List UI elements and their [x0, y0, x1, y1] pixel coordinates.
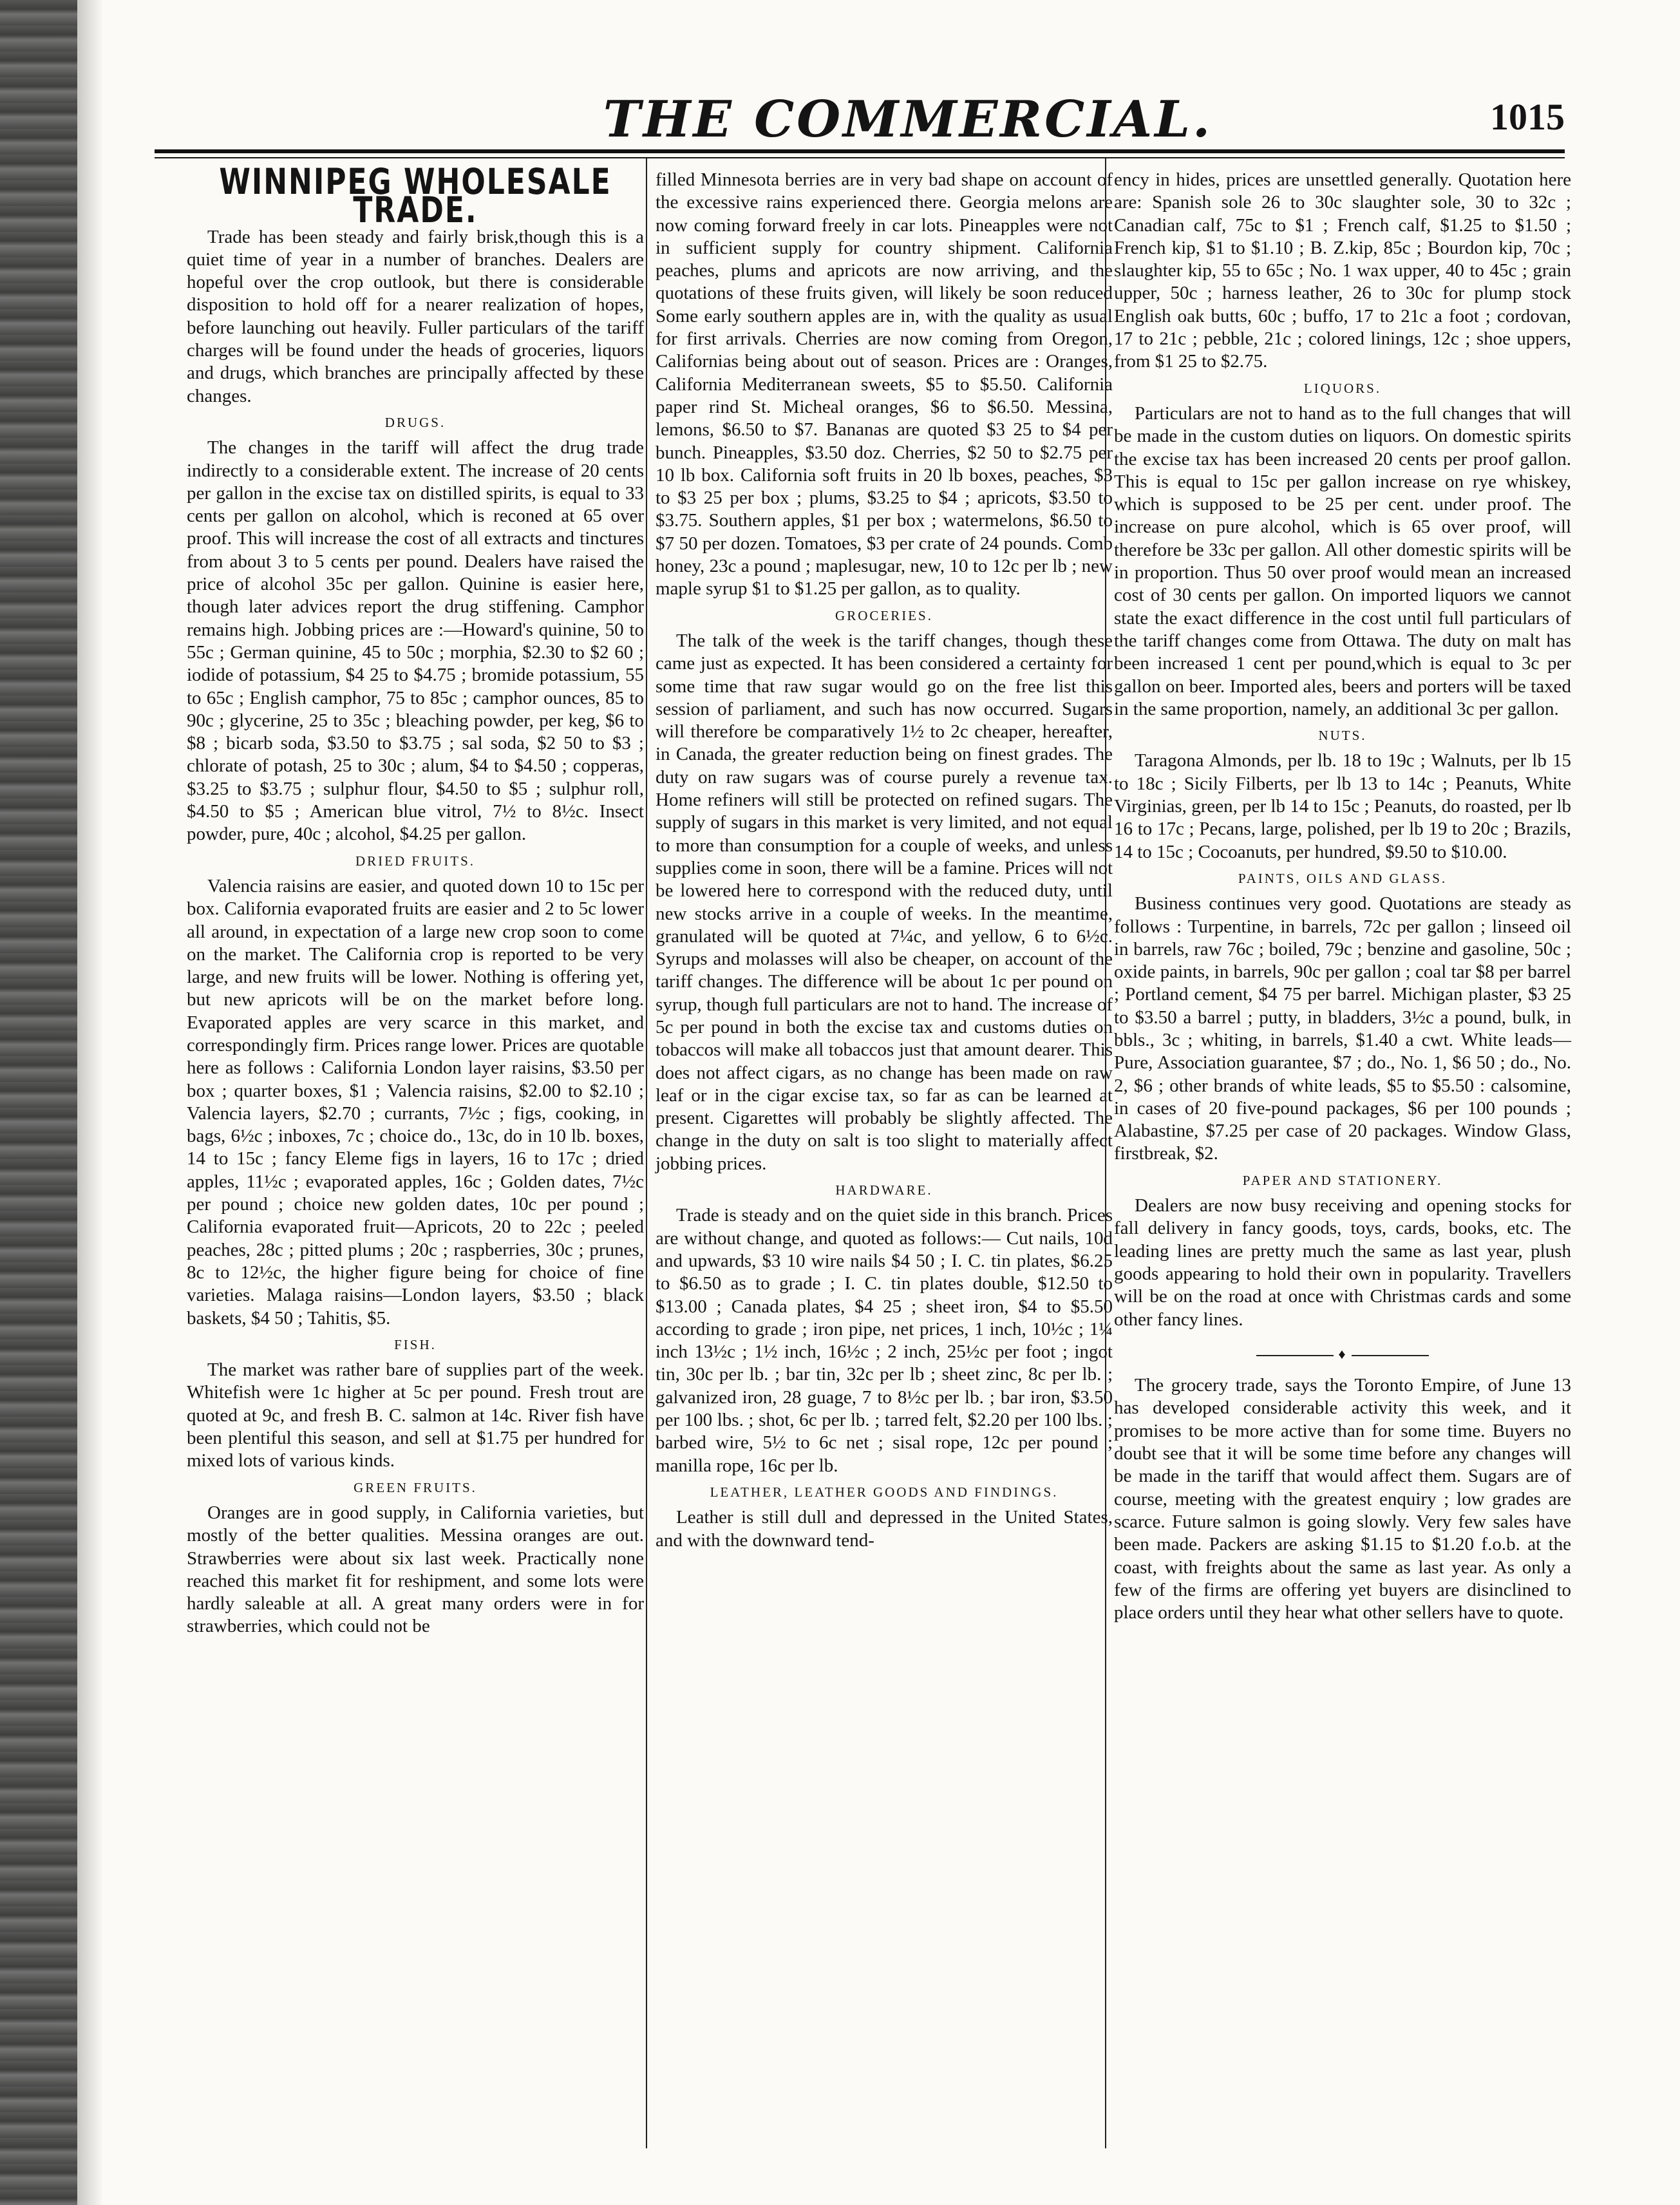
article-heading: WINNIPEG WHOLESALE TRADE.: [219, 162, 612, 232]
drugs-paragraph: The changes in the tariff will affect the drug trade indirectly to a considerable extent. The increase of 20 cents per gallon in the excise tax on distilled spirits, is equal to 33 cents per gallon on alcohol, which is reconed at 65 over proof. This will increase the cost of all extracts and tinctures from about 3 to 5 cents per pound. Dealers have raised the price of alcohol 35c per gallon. Quinine is easier here, though later advices report the drug stiffening. Camphor remains high. Jobbing prices are :—Howard's quinine, 50 to 55c ; German quinine, 45 to 50c ; morphia, $2.30 to $2 60 ; iodide of potassium, $4 25 to $4.75 ; bromide potassium, 55 to 65c ; English camphor, 75 to 85c ; camphor ounces, 85 to 90c ; glycerine, 25 to 35c ; bleaching powder, per keg, $6 to $8 ; bicarb soda, $3.50 to $3.75 ; sal soda, $2 50 to $3 ; chlorate of potash, 25 to 30c ; alum, $4 to $4.50 ; copperas, $3.25 to $3.75 ; sulphur flour, $4.50 to $5 ; sulphur roll, $4.50 to $5 ; American blue vitrol, 7½ to 8½c. Insect powder, pure, 40c ; alcohol, $4.25 per gallon.: [187, 437, 644, 845]
masthead: [155, 84, 1565, 155]
binding-edge: [0, 0, 77, 2205]
section-heading-fish: FISH.: [394, 1336, 437, 1352]
green-fruits-continued: filled Minnesota berries are in very bad shape on account of the excessive rains experienced there. Georgia melons are now coming forward freely in car lots. Pineapples were not in sufficient supply for country shipment. California peaches, plums and apricots are now arriving, and the quotations of these fruits given, will likely be soon reduced Some early southern apples are in, with the quality as usual for first arrivals. Cherries are now coming from Oregon, Californias being about out of season. Prices are : Oranges, California Mediterranean sweets, $5 to $5.50. California paper rind St. Micheal oranges, $6 to $6.50. Messina, lemons, $6.50 to $7. Bananas are quoted $3 25 to $4 per bunch. Pineapples, $3.50 doz. Cherries, $2 50 to $2.75 per 10 lb box. California soft fruits in 20 lb boxes, peaches, $3 to $3 25 per box ; plums, $3.25 to $4 ; apricots, $3.50 to $3.75. Southern apples, $1 per box ; watermelons, $6.50 to $7 50 per dozen. Tomatoes, $3 per crate of 24 pounds. Comb honey, 23c a pound ; maplesugar, new, 10 to 12c per lb ; new maple syrup $1 to $1.25 per gallon, as to quality.: [656, 169, 1113, 600]
section-heading-green-fruits: GREEN FRUITS.: [354, 1479, 477, 1495]
green-fruits-paragraph: Oranges are in good supply, in California varieties, but mostly of the better qualities. Messina oranges are out. Strawberries were about six last week. Practically none reached this market fit for reshipment, and some lots were hardly saleable at all. A great many orders were in for strawberries, which could not be: [187, 1502, 644, 1637]
section-heading-leather: LEATHER, LEATHER GOODS AND FINDINGS.: [710, 1484, 1059, 1500]
dried-fruits-paragraph: Valencia raisins are easier, and quoted down 10 to 15c per box. California evaporated fruits are easier and 2 to 5c lower all around, in expectation of a large new crop soon to come on the market. The California crop is reported to be very large, and new fruits will be lower. Nothing is offering yet, but new apricots will be on the market before long. Evaporated apples are very scarce in this market, and correspondingly firm. Prices range lower. Prices are quotable here as follows : California London layer raisins, $3.50 per box ; quarter boxes, $1 ; Valencia raisins, $2.00 to $2.10 ; Valencia layers, $2.70 ; currants, 7½c ; figs, cooking, in bags, 6½c ; inboxes, 7c ; choice do., 13c, do in 10 lb. boxes, 14 to 15c ; fancy Eleme figs in layers, 16 to 17c ; dried apples, 11½c ; evaporated apples, 16c ; Golden dates, 7½c per pound ; choice new golden dates, 10c per pound ; California evaporated fruit—Apricots, 20 to 22c ; peeled peaches, 28c ; pitted plums ; 20c ; raspberries, 30c ; prunes, 8c to 12½c, the higher figure being for choice of fine varieties. Malaga raisins—London layers, $3.50 ; black baskets, $4 50 ; Tahitis, $5.: [187, 875, 644, 1329]
section-heading-liquors: LIQUORS.: [1303, 380, 1382, 396]
section-heading-hardware: HARDWARE.: [835, 1182, 933, 1198]
column-1: [187, 162, 644, 1638]
hardware-paragraph: Trade is steady and on the quiet side in this branch. Prices are without change, and quoted as follows:— Cut nails, 10d and upwards, $3 10 wire nails $4 50 ; I. C. tin plates, $6.25 to $6.50 as to grade ; I. C. tin plates double, $12.50 to $13.00 ; Canada plates, $4 25 ; sheet iron, $4 to $5.50 according to grade ; iron pipe, net prices, 1 inch, 10½c ; 1¼ inch 13½c ; 1½ inch, 16½c ; 2 inch, 25½c per foot ; ingot tin, 30c per lb. ; bar tin, 32c per lb ; sheet zinc, 8c per lb. ; galvanized iron, 28 guage, 7 to 8½c per lb. ; bar iron, $3.50 per 100 lbs. ; shot, 6c per lb. ; tarred felt, $2.20 per 100 lbs. ; barbed wire, 5½ to 6c net ; sisal rope, 12c per pound ; manilla rope, 16c per lb.: [656, 1205, 1113, 1476]
section-heading-nuts: NUTS.: [1318, 728, 1367, 744]
groceries-paragraph: The talk of the week is the tariff changes, though these came just as expected. It has been considered a certainty for some time that raw sugar would go on the free list this session of parliament, and such has now occurred. Sugars will therefore be comparatively 1½ to 2c cheaper, hereafter, in Canada, the greater reduction being on finest grades. The duty on raw sugars was of course purely a revenue tax. Home refiners will still be protected on refined sugars. The supply of sugars in this market is very limited, and not equal to more than consumption for a couple of weeks, and unless supplies come in soon, there will be a famine. Prices will not be lowered here to correspond with the reduced duty, until new stocks arrive in a couple of weeks. In the meantime, granulated will be quoted at 7¼c, and yellow, 6 to 6½c. Syrups and molasses will also be cheaper, on account of the tariff changes. The difference will be about 1c per pound on syrup, though full particulars are not to hand. The increase of 5c per pound in both the excise tax and customs duties on tobaccos will make all tobaccos just that amount dearer. This does not affect cigars, as no change has been made on raw leaf or in the cigar excise tax, so far as can be learned at present. Cigarettes will probably be slightly affected. The change in the duty on salt is too slight to materially affect jobbing prices.: [656, 630, 1113, 1174]
section-heading-drugs: DRUGS.: [384, 414, 446, 430]
section-heading-paints: PAINTS, OILS AND GLASS.: [1238, 870, 1448, 886]
section-heading-groceries: GROCERIES.: [835, 607, 933, 623]
section-heading-dried-fruits: DRIED FRUITS.: [355, 853, 475, 869]
paints-paragraph: Business continues very good. Quotations are steady as follows : Turpentine, in barrels, 72c per gallon ; linseed oil in barrels, raw 76c ; boiled, 79c ; benzine and gasoline, 50c ; oxide paints, in barrels, 90c per gallon ; coal tar $8 per barrel ; Portland cement, $4 75 per barrel. Michigan plaster, $3 25 to $3.50 a barrel ; putty, in bladders, 3½c a pound, bulk, in bbls., 3c ; whiting, in barrels, $1.40 a cwt. White leads—Pure, Association guarantee, $7 ; do., No. 1, $6 50 ; do., No. 2, $6 ; other brands of white leads, $5 to $5.50 : calsomine, in cases of 20 five-pound packages, $6 per 100 pounds ; Alabastine, $7.25 per case of 20 packages. Window Glass, firstbreak, $2.: [1114, 893, 1571, 1164]
nuts-paragraph: Taragona Almonds, per lb. 18 to 19c ; Walnuts, per lb 15 to 18c ; Sicily Filberts, per lb 13 to 14c ; Peanuts, White Virginias, green, per lb 14 to 15c ; Peanuts, do roasted, per lb 16 to 17c ; Pecans, large, polished, per lb 19 to 20c ; Brazils, 14 to 15c ; Cocoanuts, per hundred, $9.50 to $10.00.: [1114, 750, 1571, 862]
fish-paragraph: The market was rather bare of supplies part of the week. Whitefish were 1c higher at 5c per pound. Fresh trout are quoted at 9c, and fresh B. C. salmon at 14c. River fish have been plentiful this season, and sell at $1.75 per hundred for mixed lots of various kinds.: [187, 1359, 644, 1472]
page-number: 1015: [1490, 96, 1565, 138]
paper-paragraph: Dealers are now busy receiving and opening stocks for fall delivery in fancy goods, toys, cards, books, etc. The leading lines are pretty much the same as last year, plush goods appearing to hold their own in popularity. Travellers will be on the road at once with Christmas cards and some other fancy lines.: [1114, 1195, 1571, 1330]
header-rule-thin: [155, 157, 1565, 158]
column-2: [656, 169, 1113, 1552]
column-divider: [646, 158, 647, 2148]
header-rule-thick: [155, 149, 1565, 153]
intro-paragraph: Trade has been steady and fairly brisk,though this is a quiet time of year in a number of branches. Dealers are hopeful over the crop outlook, but there is considerable disposition to hold off for a nearer realization of hopes, before launching out heavily. Fuller particulars of the tariff charges will be found under the heads of groceries, liquors and drugs, which branches are principally affected by these changes.: [187, 226, 644, 406]
leather-continued: ency in hides, prices are unsettled generally. Quotation here are: Spanish sole 26 to 30c slaughter sole, 30 to 32c ; Canadian calf, 75c to $1 ; French calf, $1.25 to $1.50 ; French kip, $1 to $1.10 ; B. Z.kip, 85c ; Bourdon kip, 70c ; slaughter kip, 55 to 65c ; No. 1 wax upper, 40 to 45c ; grain upper, 50c ; harness leather, 26 to 30c for plump stock English oak butts, 60c ; buffo, 17 to 21c a foot ; cordovan, 17 to 21c ; pebble, 21c ; colored linings, 12c ; shoe uppers, from $1 25 to $2.75.: [1114, 169, 1571, 372]
liquors-paragraph: Particulars are not to hand as to the full changes that will be made in the custom duties on liquors. On domestic spirits the excise tax has been increased 20 cents per proof gallon. This is equal to 15c per gallon increase on rye whiskey, which is supposed to be 25 per cent. under proof. The increase on pure alcohol, which is 65 over proof, will therefore be 33c per gallon. All other domestic spirits will be in proportion. Thus 50 over proof would mean an increased cost of 30 cents per gallon. On imported liquors we cannot state the exact difference in the cost until full particulars of the tariff changes come from Ottawa. The duty on malt has been increased 1 cent per pound,which is equal to 3c per gallon on beer. Imported ales, beers and porters will be taxed in the same proportion, namely, an additional 3c per gallon.: [1114, 402, 1571, 719]
column-3: [1114, 169, 1571, 1624]
toronto-empire-paragraph: The grocery trade, says the Toronto Empire, of June 13 has developed considerable activity this week, and it promises to be more active than for some time. Buyers no doubt see that it will be some time before any changes will be made in the tariff that would affect them. Sugars are of course, meeting with the greatest enquiry ; low grades are scarce. Future salmon is going slowly. Very few sales have been made. Packers are asking $1.15 to $1.20 f.o.b. at the coast, with freights about the same as last year. As only a few of the firms are offering yet buyers are disinclined to place orders until they hear what other sellers have to quote.: [1114, 1375, 1571, 1623]
newspaper-title: THE COMMERCIAL.: [603, 90, 1213, 149]
section-ornament: ♦: [1114, 1343, 1571, 1365]
section-heading-paper: PAPER AND STATIONERY.: [1242, 1172, 1443, 1188]
leather-paragraph: Leather is still dull and depressed in the United States, and with the downward tend-: [656, 1507, 1113, 1551]
